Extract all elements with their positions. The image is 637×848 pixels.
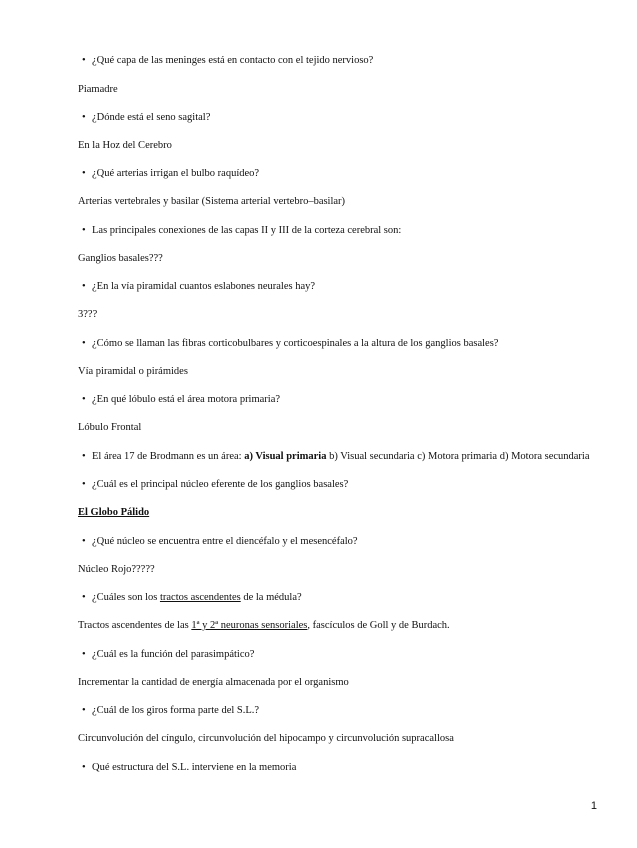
question-ganglios-eferente: • ¿Cuál es el principal núcleo eferente de los ganglios basales? xyxy=(82,479,349,490)
answer-lobulo: Lóbulo Frontal xyxy=(78,422,142,433)
question-mesencefalo: • ¿Qué núcleo se encuentra entre el diencéfalo y el mesencéfalo? xyxy=(82,536,358,547)
answer-tractos: Tractos ascendentes de las 1ª y 2ª neuronas sensoriales, fascículos de Goll y de Burdach. xyxy=(78,620,450,631)
answer-meninges: Piamadre xyxy=(78,84,118,95)
question-meninges: • ¿Qué capa de las meninges está en contacto con el tejido nervioso? xyxy=(82,55,374,66)
question-via-piramidal: • ¿En la vía piramidal cuantos eslabones neurales hay? xyxy=(82,281,316,292)
question-tractos: • ¿Cuáles son los tractos ascendentes de la médula? xyxy=(82,592,302,603)
bullet-icon: • xyxy=(82,649,86,660)
bullet-icon: • xyxy=(82,762,86,773)
bullet-icon: • xyxy=(82,168,86,179)
question-lobulo: • ¿En qué lóbulo está el área motora primaria? xyxy=(82,394,281,405)
answer-mesencefalo: Núcleo Rojo????? xyxy=(78,564,155,575)
answer-capas-corteza: Ganglios basales??? xyxy=(78,253,163,264)
bullet-icon: • xyxy=(82,479,86,490)
question-brodmann: • El área 17 de Brodmann es un área: a) Visual primaria b) Visual secundaria c) Motora primaria d) Motora secundaria xyxy=(82,451,590,462)
answer-seno-sagital: En la Hoz del Cerebro xyxy=(78,140,172,151)
bullet-icon: • xyxy=(82,394,86,405)
question-giros: • ¿Cuál de los giros forma parte del S.L.? xyxy=(82,705,260,716)
answer-parasimpatico: Incrementar la cantidad de energía almacenada por el organismo xyxy=(78,677,349,688)
answer-via-piramidal: 3??? xyxy=(78,309,98,320)
bullet-icon: • xyxy=(82,536,86,547)
question-bulbo: • ¿Qué arterias irrigan el bulbo raquídeo? xyxy=(82,168,260,179)
page-number: 1 xyxy=(590,800,597,812)
question-seno-sagital: • ¿Dónde está el seno sagital? xyxy=(82,112,211,123)
question-memoria: • Qué estructura del S.L. interviene en la memoria xyxy=(82,762,297,773)
bullet-icon: • xyxy=(82,225,86,236)
bullet-icon: • xyxy=(82,705,86,716)
bullet-icon: • xyxy=(82,55,86,66)
bullet-icon: • xyxy=(82,592,86,603)
bullet-icon: • xyxy=(82,451,86,462)
bullet-icon: • xyxy=(82,281,86,292)
question-capas-corteza: • Las principales conexiones de las capas II y III de la corteza cerebral son: xyxy=(82,225,402,236)
bullet-icon: • xyxy=(82,338,86,349)
question-fibras: • ¿Cómo se llaman las fibras corticobulbares y corticoespinales a la altura de los ganglios basales? xyxy=(82,338,499,349)
answer-fibras: Vía piramidal o pirámides xyxy=(78,366,188,377)
answer-bulbo: Arterias vertebrales y basilar (Sistema arterial vertebro–basilar) xyxy=(78,196,346,207)
answer-ganglios-eferente: El Globo Pálido xyxy=(78,507,150,518)
answer-giros: Circunvolución del cíngulo, circunvolución del hipocampo y circunvolución supracallosa xyxy=(78,733,454,744)
bullet-icon: • xyxy=(82,112,86,123)
question-parasimpatico: • ¿Cuál es la función del parasimpático? xyxy=(82,649,255,660)
